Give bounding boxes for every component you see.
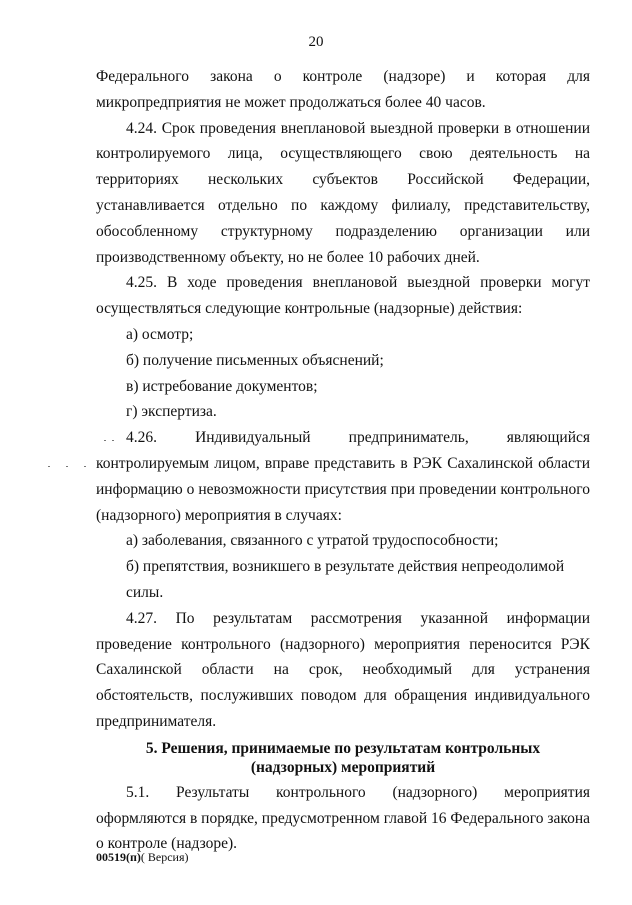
document-footer — [96, 850, 189, 865]
list-item: в) истребование документов; — [126, 377, 318, 395]
page-number: 20 — [308, 34, 324, 50]
paragraph-4-26: 4.26. Индивидуальный предприниматель, являющийся контролируемым лицом, вправе представить в РЭК Сахалинской области информацию о невозможности присутствия при проведении контрольного (надзорного) мероприятия в случаях: — [96, 429, 590, 524]
list-item: г) экспертиза. — [126, 403, 217, 421]
list-item: б) получение письменных объяснений; — [126, 351, 384, 369]
scan-speck — [84, 466, 86, 467]
document-body — [96, 64, 590, 857]
scan-speck — [112, 440, 114, 441]
scan-speck — [66, 466, 68, 467]
list-item: а) осмотр; — [126, 325, 194, 343]
list-item: а) заболевания, связанного с утратой трудоспособности; — [126, 532, 499, 550]
scan-speck — [48, 466, 50, 467]
section-heading-line-1: 5. Решения, принимаемые по результатам контрольных — [145, 739, 541, 757]
paragraph-4-27: 4.27. По результатам рассмотрения указанной информации проведение контрольного (надзорного) мероприятия переносится РЭК Сахалинской области на срок, необходимый для устранения обстоятельств, послуживших поводом для обращения индивидуального предпринимателя. — [96, 609, 590, 730]
paragraph-5-1: 5.1. Результаты контрольного (надзорного) мероприятия оформляются в порядке, предусмотренном главой 16 Федерального закона о контроле (надзоре). — [96, 783, 590, 853]
paragraph-4-24: 4.24. Срок проведения внеплановой выездной проверки в отношении контролируемого лица, осуществляющего свою деятельность на территориях нескольких субъектов Российской Федерации, устанавливается отдельно по каждому филиалу, представительству, обособленному структурному подразделению организации или производственному объекту, но не более 10 рабочих дней. — [96, 119, 590, 266]
scan-speck — [104, 440, 106, 441]
document-code: 00519(п) — [96, 850, 141, 864]
paragraph-continuation: Федерального закона о контроле (надзоре) и которая для микропредприятия не может продолжаться более 40 часов. — [96, 68, 590, 111]
document-version: ( Версия) — [140, 850, 189, 864]
section-heading — [96, 739, 590, 777]
section-heading-line-2: (надзорных) мероприятий — [250, 758, 436, 776]
list-item: б) препятствия, возникшего в результате действия непреодолимой силы. — [126, 558, 565, 601]
paragraph-4-25: 4.25. В ходе проведения внеплановой выездной проверки могут осуществляться следующие контрольные (надзорные) действия: — [96, 274, 590, 318]
